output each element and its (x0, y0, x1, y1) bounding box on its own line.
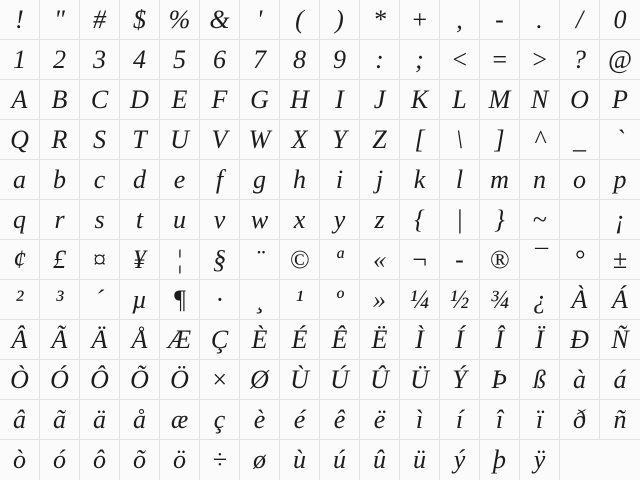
glyph-cell[interactable]: ( (280, 0, 320, 40)
glyph-cell[interactable]: h (280, 160, 320, 200)
empty-slot (600, 440, 640, 480)
glyph-cell[interactable]: û (360, 440, 400, 480)
glyph-cell[interactable]: Ç (200, 320, 240, 360)
glyph-cell[interactable]: z (360, 200, 400, 240)
glyph-cell[interactable]: 4 (120, 40, 160, 80)
glyph-cell[interactable]: y (320, 200, 360, 240)
glyph-cell[interactable]: - (480, 0, 520, 40)
glyph-cell[interactable]: ö (160, 440, 200, 480)
glyph-cell[interactable]: { (400, 200, 440, 240)
glyph-cell[interactable]: ò (0, 440, 40, 480)
glyph-cell[interactable]: G (240, 80, 280, 120)
glyph-cell[interactable]: Ã (40, 320, 80, 360)
glyph-cell[interactable]: Z (360, 120, 400, 160)
glyph-cell[interactable]: * (360, 0, 400, 40)
glyph-cell[interactable]: r (40, 200, 80, 240)
glyph-cell[interactable]: ç (200, 400, 240, 440)
glyph-cell[interactable]: ì (400, 400, 440, 440)
glyph-cell[interactable]: Å (120, 320, 160, 360)
glyph-cell[interactable]: L (440, 80, 480, 120)
glyph-cell[interactable]: [ (400, 120, 440, 160)
glyph-cell[interactable]: Ä (80, 320, 120, 360)
glyph-cell[interactable]: Ú (320, 360, 360, 400)
glyph-cell[interactable]: È (240, 320, 280, 360)
glyph-cell[interactable]: Ù (280, 360, 320, 400)
glyph-cell[interactable]: ¹ (280, 280, 320, 320)
glyph-cell[interactable]: ü (400, 440, 440, 480)
glyph-cell[interactable]: A (0, 80, 40, 120)
glyph-cell[interactable]: J (360, 80, 400, 120)
glyph-cell[interactable]: Ó (40, 360, 80, 400)
glyph-cell[interactable]: ÿ (520, 440, 560, 480)
glyph-cell[interactable]: V (200, 120, 240, 160)
glyph-cell[interactable]: õ (120, 440, 160, 480)
glyph-cell[interactable]: · (200, 280, 240, 320)
glyph-cell[interactable]: ø (240, 440, 280, 480)
glyph-cell[interactable]: Â (0, 320, 40, 360)
glyph-cell[interactable]: ª (320, 240, 360, 280)
glyph-cell[interactable]: = (480, 40, 520, 80)
glyph-cell[interactable]: } (480, 200, 520, 240)
glyph-cell[interactable]: î (480, 400, 520, 440)
glyph-cell[interactable]: F (200, 80, 240, 120)
glyph-cell[interactable]: Ö (160, 360, 200, 400)
glyph-cell[interactable]: ½ (440, 280, 480, 320)
glyph-cell[interactable]: n (520, 160, 560, 200)
glyph-cell[interactable]: ã (40, 400, 80, 440)
glyph-cell[interactable]: è (240, 400, 280, 440)
glyph-cell[interactable]: \ (440, 120, 480, 160)
glyph-cell[interactable]: ä (80, 400, 120, 440)
glyph-cell[interactable]: á (600, 360, 640, 400)
glyph-cell[interactable]: ¼ (400, 280, 440, 320)
glyph-cell[interactable]: H (280, 80, 320, 120)
glyph-cell[interactable]: t (120, 200, 160, 240)
glyph-cell[interactable]: < (440, 40, 480, 80)
glyph-cell[interactable]: g (240, 160, 280, 200)
glyph-cell[interactable]: / (560, 0, 600, 40)
glyph-cell[interactable]: 5 (160, 40, 200, 80)
glyph-cell[interactable]: æ (160, 400, 200, 440)
glyph-cell[interactable]: e (160, 160, 200, 200)
glyph-cell[interactable]: ' (240, 0, 280, 40)
glyph-cell[interactable]: U (160, 120, 200, 160)
glyph-cell[interactable]: ÷ (200, 440, 240, 480)
glyph-cell[interactable]: ù (280, 440, 320, 480)
glyph-cell[interactable]: Á (600, 280, 640, 320)
glyph-cell[interactable]: ° (560, 240, 600, 280)
glyph-cell[interactable]: u (160, 200, 200, 240)
glyph-cell[interactable] (560, 200, 600, 240)
glyph-cell[interactable]: © (280, 240, 320, 280)
glyph-cell[interactable]: ¸ (240, 280, 280, 320)
glyph-cell[interactable]: ñ (600, 400, 640, 440)
glyph-cell[interactable]: , (440, 0, 480, 40)
glyph-cell[interactable]: Ð (560, 320, 600, 360)
glyph-cell[interactable]: Æ (160, 320, 200, 360)
glyph-cell[interactable]: # (80, 0, 120, 40)
glyph-cell[interactable]: > (520, 40, 560, 80)
glyph-cell[interactable]: Ø (240, 360, 280, 400)
glyph-cell[interactable]: ê (320, 400, 360, 440)
glyph-cell[interactable]: x (280, 200, 320, 240)
glyph-cell[interactable]: R (40, 120, 80, 160)
glyph-cell[interactable]: C (80, 80, 120, 120)
glyph-cell[interactable]: Ü (400, 360, 440, 400)
glyph-cell[interactable]: ¡ (600, 200, 640, 240)
glyph-cell[interactable]: × (200, 360, 240, 400)
glyph-cell[interactable]: ï (520, 400, 560, 440)
glyph-cell[interactable]: T (120, 120, 160, 160)
glyph-cell[interactable]: P (600, 80, 640, 120)
glyph-cell[interactable]: 2 (40, 40, 80, 80)
glyph-cell[interactable]: ó (40, 440, 80, 480)
glyph-cell[interactable]: % (160, 0, 200, 40)
glyph-cell[interactable]: « (360, 240, 400, 280)
glyph-cell[interactable]: c (80, 160, 120, 200)
glyph-cell[interactable]: ® (480, 240, 520, 280)
glyph-cell[interactable]: v (200, 200, 240, 240)
glyph-cell[interactable]: é (280, 400, 320, 440)
glyph-cell[interactable]: Y (320, 120, 360, 160)
glyph-cell[interactable]: ) (320, 0, 360, 40)
glyph-cell[interactable]: j (360, 160, 400, 200)
glyph-cell[interactable]: D (120, 80, 160, 120)
glyph-cell[interactable]: ¤ (80, 240, 120, 280)
glyph-cell[interactable]: o (560, 160, 600, 200)
glyph-cell[interactable]: ô (80, 440, 120, 480)
glyph-cell[interactable]: f (200, 160, 240, 200)
glyph-cell[interactable]: 3 (80, 40, 120, 80)
glyph-cell[interactable]: Î (480, 320, 520, 360)
glyph-cell[interactable]: W (240, 120, 280, 160)
glyph-cell[interactable]: £ (40, 240, 80, 280)
glyph-cell[interactable]: 8 (280, 40, 320, 80)
glyph-cell[interactable]: ß (520, 360, 560, 400)
glyph-cell[interactable]: Ô (80, 360, 120, 400)
glyph-cell[interactable]: ð (560, 400, 600, 440)
glyph-cell[interactable]: µ (120, 280, 160, 320)
glyph-cell[interactable]: i (320, 160, 360, 200)
glyph-cell[interactable]: ú (320, 440, 360, 480)
glyph-cell[interactable]: O (560, 80, 600, 120)
glyph-cell[interactable]: Ë (360, 320, 400, 360)
glyph-cell[interactable]: _ (560, 120, 600, 160)
glyph-cell[interactable]: ; (400, 40, 440, 80)
glyph-cell[interactable]: 1 (0, 40, 40, 80)
glyph-cell[interactable]: E (160, 80, 200, 120)
glyph-cell[interactable]: ý (440, 440, 480, 480)
glyph-cell[interactable]: k (400, 160, 440, 200)
glyph-cell[interactable]: B (40, 80, 80, 120)
glyph-cell[interactable]: ! (0, 0, 40, 40)
glyph-cell[interactable]: â (0, 400, 40, 440)
glyph-cell[interactable]: þ (480, 440, 520, 480)
glyph-cell[interactable]: 0 (600, 0, 640, 40)
glyph-cell[interactable]: d (120, 160, 160, 200)
glyph-cell[interactable]: K (400, 80, 440, 120)
glyph-cell[interactable]: Ê (320, 320, 360, 360)
glyph-cell[interactable]: ³ (40, 280, 80, 320)
glyph-cell[interactable]: Û (360, 360, 400, 400)
glyph-cell[interactable]: » (360, 280, 400, 320)
glyph-cell[interactable]: - (440, 240, 480, 280)
glyph-cell[interactable]: . (520, 0, 560, 40)
glyph-cell[interactable]: 6 (200, 40, 240, 80)
glyph-cell[interactable]: É (280, 320, 320, 360)
glyph-cell[interactable]: | (440, 200, 480, 240)
glyph-cell[interactable]: ? (560, 40, 600, 80)
glyph-cell[interactable]: : (360, 40, 400, 80)
glyph-cell[interactable]: w (240, 200, 280, 240)
glyph-cell[interactable]: Þ (480, 360, 520, 400)
glyph-cell[interactable]: a (0, 160, 40, 200)
glyph-cell[interactable]: M (480, 80, 520, 120)
glyph-cell[interactable]: Ò (0, 360, 40, 400)
glyph-cell[interactable]: Ñ (600, 320, 640, 360)
glyph-cell[interactable]: Í (440, 320, 480, 360)
glyph-cell[interactable]: ¾ (480, 280, 520, 320)
glyph-cell[interactable]: " (40, 0, 80, 40)
glyph-cell[interactable]: ¦ (160, 240, 200, 280)
glyph-cell[interactable]: å (120, 400, 160, 440)
glyph-cell[interactable]: p (600, 160, 640, 200)
glyph-cell[interactable]: ë (360, 400, 400, 440)
glyph-cell[interactable]: b (40, 160, 80, 200)
glyph-cell[interactable]: + (400, 0, 440, 40)
glyph-cell[interactable]: @ (600, 40, 640, 80)
glyph-cell[interactable]: 7 (240, 40, 280, 80)
glyph-cell[interactable]: ¨ (240, 240, 280, 280)
glyph-cell[interactable]: s (80, 200, 120, 240)
glyph-cell[interactable]: ± (600, 240, 640, 280)
glyph-cell[interactable]: ] (480, 120, 520, 160)
glyph-cell[interactable]: ¬ (400, 240, 440, 280)
glyph-cell[interactable]: $ (120, 0, 160, 40)
glyph-cell[interactable]: ` (600, 120, 640, 160)
glyph-cell[interactable]: m (480, 160, 520, 200)
glyph-cell[interactable]: Ì (400, 320, 440, 360)
glyph-cell[interactable]: ¯ (520, 240, 560, 280)
glyph-cell[interactable]: q (0, 200, 40, 240)
empty-slot (560, 440, 600, 480)
glyph-cell[interactable]: à (560, 360, 600, 400)
glyph-cell[interactable]: 9 (320, 40, 360, 80)
glyph-cell[interactable]: í (440, 400, 480, 440)
glyph-cell[interactable]: ¶ (160, 280, 200, 320)
glyph-cell[interactable]: ¿ (520, 280, 560, 320)
glyph-cell[interactable]: X (280, 120, 320, 160)
glyph-cell[interactable]: ^ (520, 120, 560, 160)
glyph-cell[interactable]: Q (0, 120, 40, 160)
glyph-cell[interactable]: º (320, 280, 360, 320)
glyph-cell[interactable]: & (200, 0, 240, 40)
glyph-cell[interactable]: N (520, 80, 560, 120)
glyph-cell[interactable]: ² (0, 280, 40, 320)
glyph-cell[interactable]: I (320, 80, 360, 120)
glyph-cell[interactable]: À (560, 280, 600, 320)
glyph-cell[interactable]: ~ (520, 200, 560, 240)
glyph-cell[interactable]: ¥ (120, 240, 160, 280)
glyph-cell[interactable]: Õ (120, 360, 160, 400)
glyph-cell[interactable]: ´ (80, 280, 120, 320)
glyph-cell[interactable]: l (440, 160, 480, 200)
glyph-cell[interactable]: S (80, 120, 120, 160)
glyph-cell[interactable]: Ï (520, 320, 560, 360)
glyph-cell[interactable]: ¢ (0, 240, 40, 280)
glyph-cell[interactable]: Ý (440, 360, 480, 400)
glyph-cell[interactable]: § (200, 240, 240, 280)
